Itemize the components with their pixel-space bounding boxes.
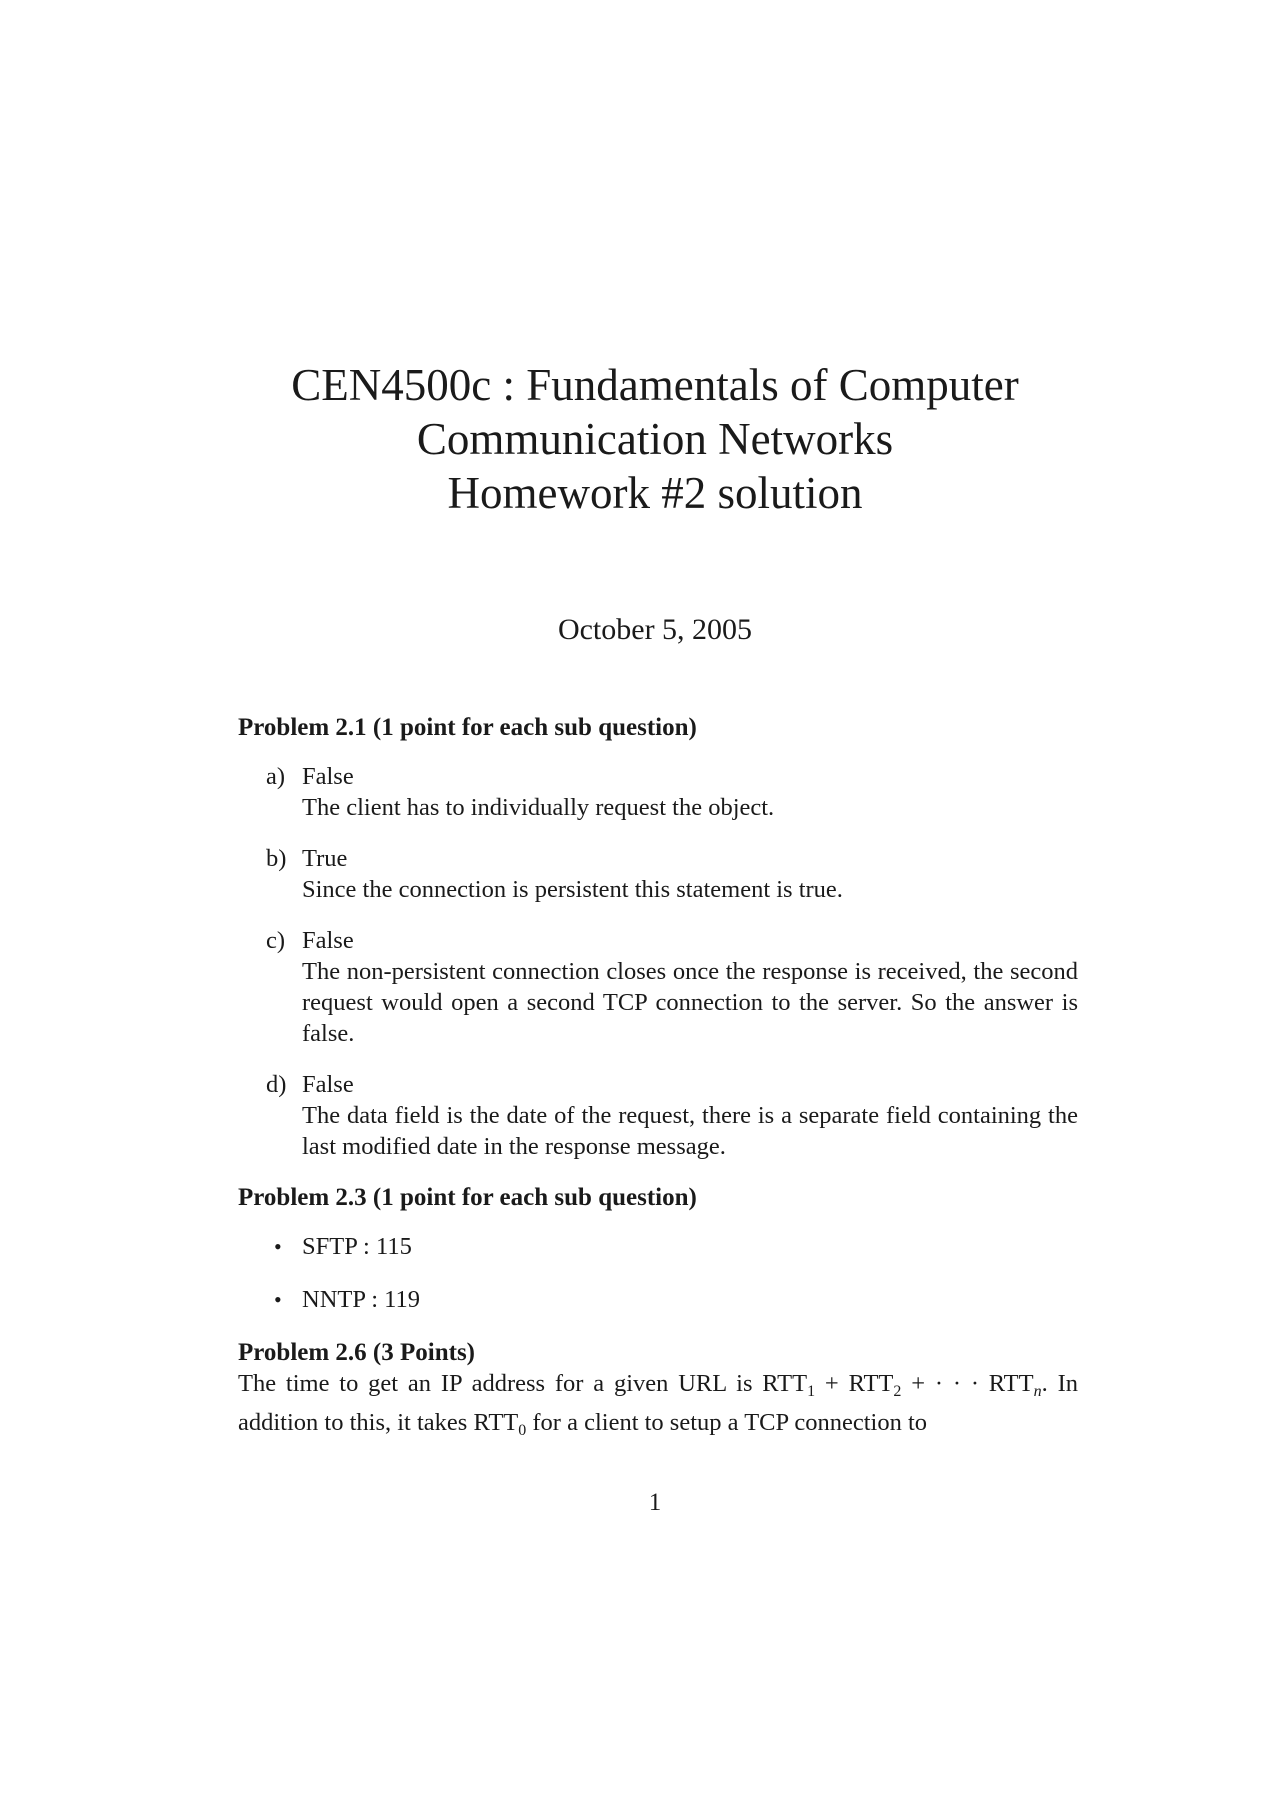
list-item (238, 1284, 1078, 1315)
title-line-1: CEN4500c : Fundamentals of Computer (291, 360, 1019, 410)
answer-list (238, 761, 1078, 1162)
paragraph-text: for a client to setup a TCP connection to (526, 1409, 928, 1436)
bullet-text: SFTP : 115 (302, 1233, 412, 1260)
answer-text: False (302, 1071, 354, 1098)
document-date: October 5, 2005 (557, 613, 753, 646)
explanation-text: The client has to individually request the object. (302, 794, 775, 821)
paragraph-text: + · · · RTT (901, 1370, 1034, 1397)
page-number: 1 (648, 1489, 662, 1516)
answer-text: False (302, 927, 354, 954)
list-marker: c) (266, 927, 286, 954)
problem-heading: Problem 2.3 (1 point for each sub question) (238, 1184, 697, 1211)
subscript: 2 (893, 1383, 902, 1400)
answer-text: True (302, 845, 348, 872)
subscript: 1 (807, 1383, 816, 1400)
bullet-marker: • (274, 1234, 282, 1259)
problem-2-1 (238, 712, 1078, 1162)
subscript: 0 (518, 1422, 527, 1439)
problem-2-6 (238, 1337, 1078, 1446)
bullet-list (238, 1231, 1078, 1315)
problem-paragraph (238, 1368, 1078, 1446)
title-line-2: Communication Networks (416, 414, 894, 464)
problem-heading: Problem 2.1 (1 point for each sub question) (238, 714, 697, 741)
title-line-3: Homework #2 solution (447, 468, 863, 518)
problem-2-3 (238, 1182, 1078, 1315)
bullet-marker: • (274, 1287, 282, 1312)
bullet-text: NNTP : 119 (302, 1286, 420, 1313)
paragraph-text: . In addition to this, it takes RTT (238, 1370, 1078, 1436)
list-item (238, 761, 1078, 823)
list-marker: b) (266, 845, 287, 872)
list-item (238, 1069, 1078, 1162)
list-marker: a) (266, 763, 286, 790)
list-marker: d) (266, 1071, 287, 1098)
list-item (238, 843, 1078, 905)
paragraph-text: The time to get an IP address for a given URL is RTT (238, 1370, 808, 1397)
explanation-text: The data field is the date of the request, there is a separate field containing the last modified date in the response message. (302, 1102, 1078, 1160)
list-item (238, 1231, 1078, 1262)
paragraph-text: + RTT (815, 1370, 894, 1397)
problem-heading: Problem 2.6 (3 Points) (238, 1339, 476, 1366)
document-body (238, 712, 1078, 1446)
explanation-text: The non-persistent connection closes once the response is received, the second request would open a second TCP connection to the server. So the answer is false. (302, 958, 1078, 1047)
explanation-text: Since the connection is persistent this statement is true. (302, 876, 843, 903)
document-title (0, 358, 1280, 520)
list-item (238, 925, 1078, 1049)
answer-text: False (302, 763, 354, 790)
subscript: n (1033, 1383, 1042, 1400)
